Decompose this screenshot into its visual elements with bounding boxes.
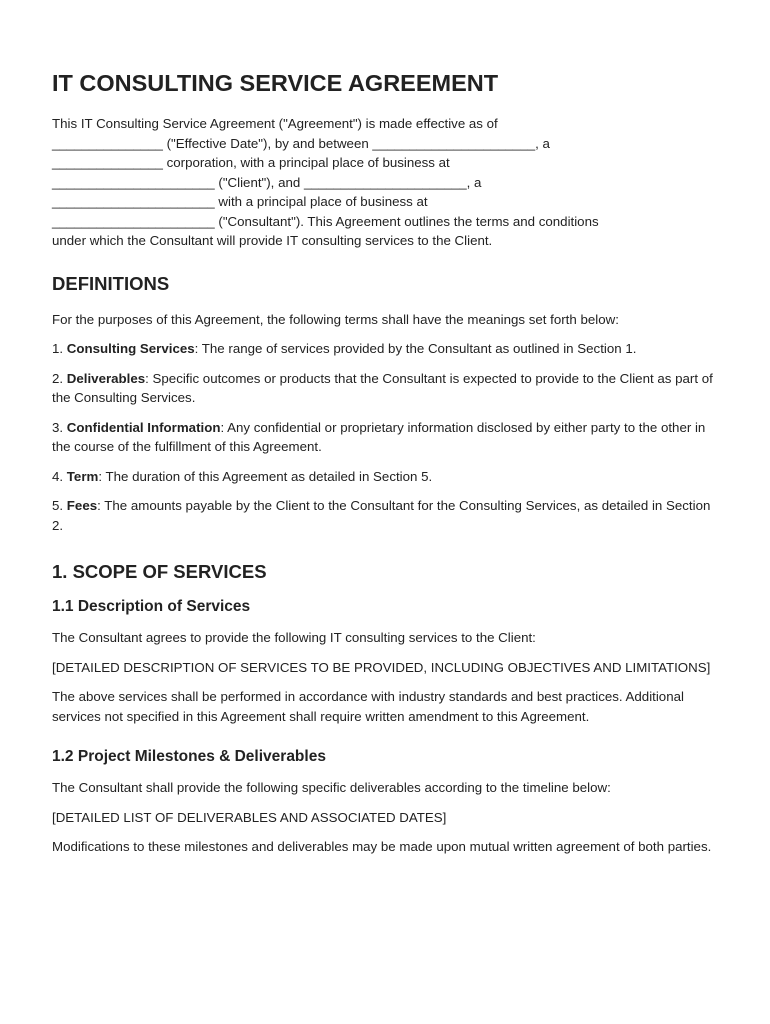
section-1-1-heading: 1.1 Description of Services (52, 598, 251, 615)
definition-number: 2. (52, 370, 67, 386)
document-title: IT CONSULTING SERVICE AGREEMENT (52, 70, 499, 96)
definition-number: 1. (52, 341, 67, 356)
definition-text: : Any confidential or proprietary information disclosed by either party to the other in the course of the fulfillment of this Agreement. (52, 419, 706, 454)
definition-text: : Specific outcomes or products that the Consultant is expected to provide to the Client as part of the Consulting Services. (52, 370, 713, 405)
definition-item (52, 496, 718, 535)
definition-item (52, 339, 718, 359)
section-1-2-intro: The Consultant shall provide the following specific deliverables according to the timeline below: (52, 780, 611, 795)
intro-line: _______________ ("Effective Date"), by and between ______________________, a (52, 135, 550, 151)
definition-text: : The range of services provided by the Consultant as outlined in Section 1. (194, 341, 637, 356)
definition-number: 4. (52, 468, 67, 484)
intro-line: ______________________ ("Consultant"). This Agreement outlines the terms and conditions (52, 213, 599, 229)
definition-term: Term (66, 468, 99, 484)
intro-line: ______________________ ("Client"), and ______________________, a (52, 174, 482, 190)
intro-line: ______________________ with a principal place of business at (52, 194, 428, 209)
intro-paragraph (52, 114, 718, 251)
definition-term: Fees (66, 498, 98, 513)
definition-text: : The duration of this Agreement as detailed in Section 5. (98, 468, 433, 484)
section-1-1-placeholder: [DETAILED DESCRIPTION OF SERVICES TO BE PROVIDED, INCLUDING OBJECTIVES AND LIMITATIONS] (52, 659, 711, 675)
definition-term: Confidential Information (66, 419, 221, 435)
definition-item (52, 467, 718, 487)
definition-item (52, 418, 718, 457)
intro-line: under which the Consultant will provide IT consulting services to the Client. (52, 233, 493, 248)
definition-number: 3. (52, 419, 67, 435)
definitions-lead: For the purposes of this Agreement, the following terms shall have the meanings set forth below: (52, 311, 619, 327)
definition-number: 5. (52, 498, 67, 513)
section-1-1-body: The above services shall be performed in accordance with industry standards and best practices. Additional services not specified in this Agreement shall require written amendment to this Agreement. (52, 689, 684, 724)
intro-line: _______________ corporation, with a principal place of business at (52, 155, 450, 170)
section-1-2-heading: 1.2 Project Milestones & Deliverables (52, 748, 326, 765)
definitions-heading: DEFINITIONS (52, 272, 170, 294)
section-1-2-body: Modifications to these milestones and deliverables may be made upon mutual written agreement of both parties. (52, 839, 712, 854)
definition-text: : The amounts payable by the Client to the Consultant for the Consulting Services, as detailed in Section 2. (52, 498, 711, 533)
definition-term: Deliverables (66, 370, 146, 386)
definition-item (52, 369, 718, 408)
section-1-1-intro: The Consultant agrees to provide the following IT consulting services to the Client: (52, 630, 536, 645)
section-1-2-placeholder: [DETAILED LIST OF DELIVERABLES AND ASSOCIATED DATES] (52, 809, 447, 825)
intro-line: This IT Consulting Service Agreement ("Agreement") is made effective as of (52, 116, 498, 131)
scope-heading: 1. SCOPE OF SERVICES (52, 561, 267, 582)
definition-term: Consulting Services (66, 341, 195, 356)
